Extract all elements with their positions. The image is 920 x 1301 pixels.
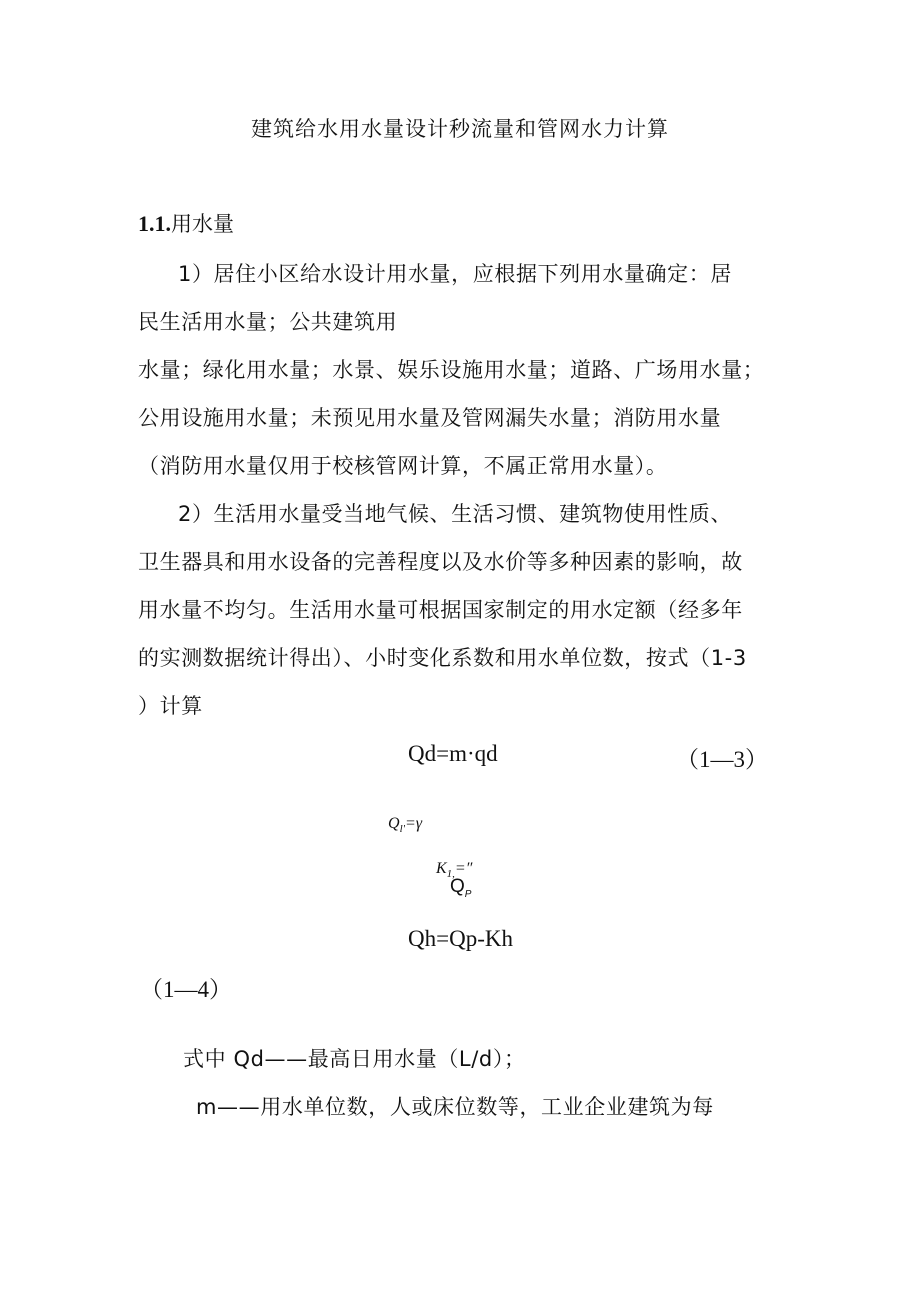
formula-fragment-q xyxy=(388,815,422,835)
paragraph1-line2: 民生活用水量；公共建筑用 xyxy=(138,310,398,334)
section-title: 用水量 xyxy=(171,212,234,236)
fragment-k-rest: =″ xyxy=(454,860,473,877)
formula-qd-number: （1—3） xyxy=(676,747,768,772)
fragment-qp-subscript: P xyxy=(464,888,472,900)
paragraph1-line5: （消防用水量仅用于校核管网计算，不属正常用水量）。 xyxy=(138,454,668,478)
fragment-k-subscript: 1, xyxy=(446,868,455,881)
paragraph2-line5: ）计算 xyxy=(138,694,203,718)
paragraph2-line1: 2）生活用水量受当地气候、生活习惯、建筑物使用性质、 xyxy=(178,502,732,526)
definition-m: m——用水单位数，人或床位数等，工业企业建筑为每 xyxy=(196,1095,714,1119)
fragment-qp-symbol: Q xyxy=(450,876,465,897)
fragment-q-symbol: Q xyxy=(388,815,400,832)
section-number: 1.1. xyxy=(138,211,171,236)
formula-qh-number: （1—4） xyxy=(140,977,232,1002)
formula-qh: Qh=Qp-Kh xyxy=(408,926,513,951)
paragraph1-line4: 公用设施用水量；未预见用水量及管网漏失水量；消防用水量 xyxy=(138,406,722,430)
formula-qd: Qd=m·qd xyxy=(408,741,498,766)
paragraph2-line3: 用水量不均匀。生活用水量可根据国家制定的用水定额（经多年 xyxy=(138,598,743,622)
fragment-q-rest: =γ xyxy=(404,815,423,832)
definition-qd: 式中 Qd——最高日用水量（L/d）； xyxy=(183,1047,526,1071)
fragment-k-symbol: K xyxy=(436,860,447,877)
fragment-q-subscript: l' xyxy=(399,823,405,836)
paragraph2-line4: 的实测数据统计得出）、小时变化系数和用水单位数，按式（1-3 xyxy=(138,646,747,670)
paragraph1-line3: 水量；绿化用水量；水景、娱乐设施用水量；道路、广场用水量； xyxy=(138,358,765,382)
paragraph2-line2: 卫生器具和用水设备的完善程度以及水价等多种因素的影响，故 xyxy=(138,550,743,574)
formula-fragment-qp xyxy=(450,876,471,900)
section-heading xyxy=(138,208,234,238)
document-title: 建筑给水用水量设计秒流量和管网水力计算 xyxy=(251,117,669,141)
paragraph1-line1: 1）居住小区给水设计用水量，应根据下列用水量确定：居 xyxy=(178,262,732,286)
